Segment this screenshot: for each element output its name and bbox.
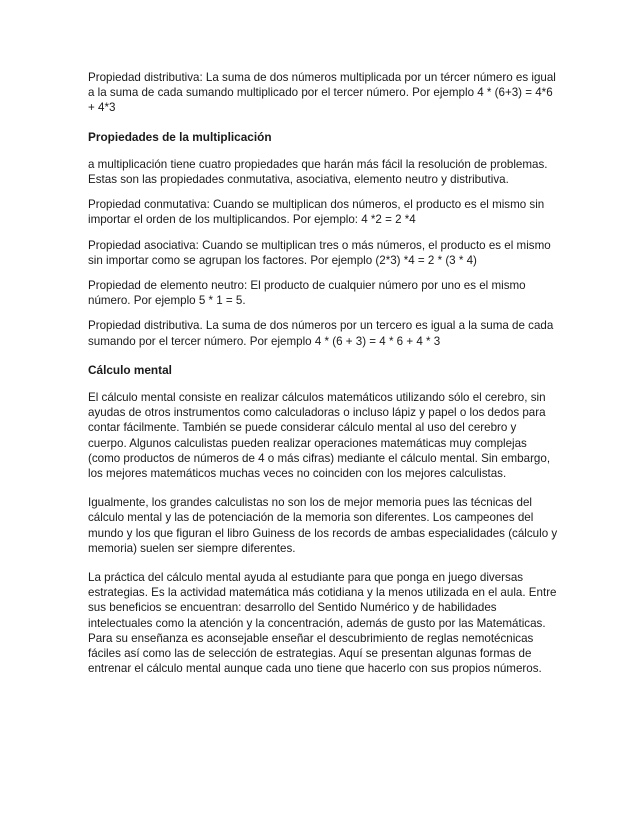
paragraph-asociativa: Propiedad asociativa: Cuando se multiplican tres o más números, el producto es el mismo sin importar como se agrupan los factores. Por ejemplo (2*3) *4 = 2 * (3 * 4)	[88, 238, 551, 267]
paragraph-intro-propiedades: a multiplicación tiene cuatro propiedades que harán más fácil la resolución de problemas. Estas son las propiedades conmutativa, asociativa, elemento neutro y distributiva.	[88, 157, 548, 187]
intro-paragraph: Propiedad distributiva: La suma de dos números multiplicada por un tércer número es igual a la suma de cada sumando multiplicado por el tercer número. Por ejemplo 4 * (6+3) = 4*6 + 4*3	[88, 71, 556, 115]
paragraph-calculistas: Igualmente, los grandes calculistas no son los de mejor memoria pues las técnicas del cálculo mental y las de potenciación de la memoria son diferentes. Los campeones del mundo y los que figuran el libro Guiness de los records de ambas especialidades (cálculo y memoria) suelen ser siempre diferentes.	[88, 496, 558, 555]
section-heading-propiedades: Propiedades de la multiplicación	[88, 129, 272, 144]
document-page	[88, 70, 558, 687]
paragraph-elemento-neutro: Propiedad de elemento neutro: El producto de cualquier número por uno es el mismo número. Por ejemplo 5 * 1 = 5.	[88, 279, 526, 308]
paragraph-distributiva: Propiedad distributiva. La suma de dos números por un tercero es igual a la suma de cada sumando por el tercer número. Por ejemplo 4 * (6 + 3) = 4 * 6 + 4 * 3	[88, 319, 554, 348]
paragraph-calculo-definicion: El cálculo mental consiste en realizar cálculos matemáticos utilizando sólo el cerebro, sin ayudas de otros instrumentos como calculadoras o incluso lápiz y papel o los dedos para contar fácilmente. También se puede considerar cálculo mental al uso del cerebro y cuerpo. Algunos calculistas pueden realizar operaciones matemáticas muy complejas (como productos de números de 4 o más cifras) mediante el cálculo mental. Sin embargo, los mejores matemáticos muchas veces no coinciden con los mejores calculistas.	[88, 391, 551, 481]
section-heading-calculo-mental: Cálculo mental	[88, 362, 172, 377]
paragraph-practica: La práctica del cálculo mental ayuda al estudiante para que ponga en juego diversas estrategias. Es la actividad matemática más cotidiana y la menos utilizada en el aula. Entre sus beneficios se encuentran: desarrollo del Sentido Numérico y de habilidades intelectuales como la atención y la concentración, además de gusto por las Matemáticas. Para su enseñanza es aconsejable enseñar el descubrimiento de reglas nemotécnicas fáciles así como las de selección de estrategias. Aquí se presentan algunas formas de entrenar el cálculo mental aunque cada uno tiene que hacerlo con sus propios números.	[88, 571, 557, 676]
paragraph-conmutativa: Propiedad conmutativa: Cuando se multiplican dos números, el producto es el mismo sin importar el orden de los multiplicandos. Por ejemplo: 4 *2 = 2 *4	[88, 198, 545, 227]
